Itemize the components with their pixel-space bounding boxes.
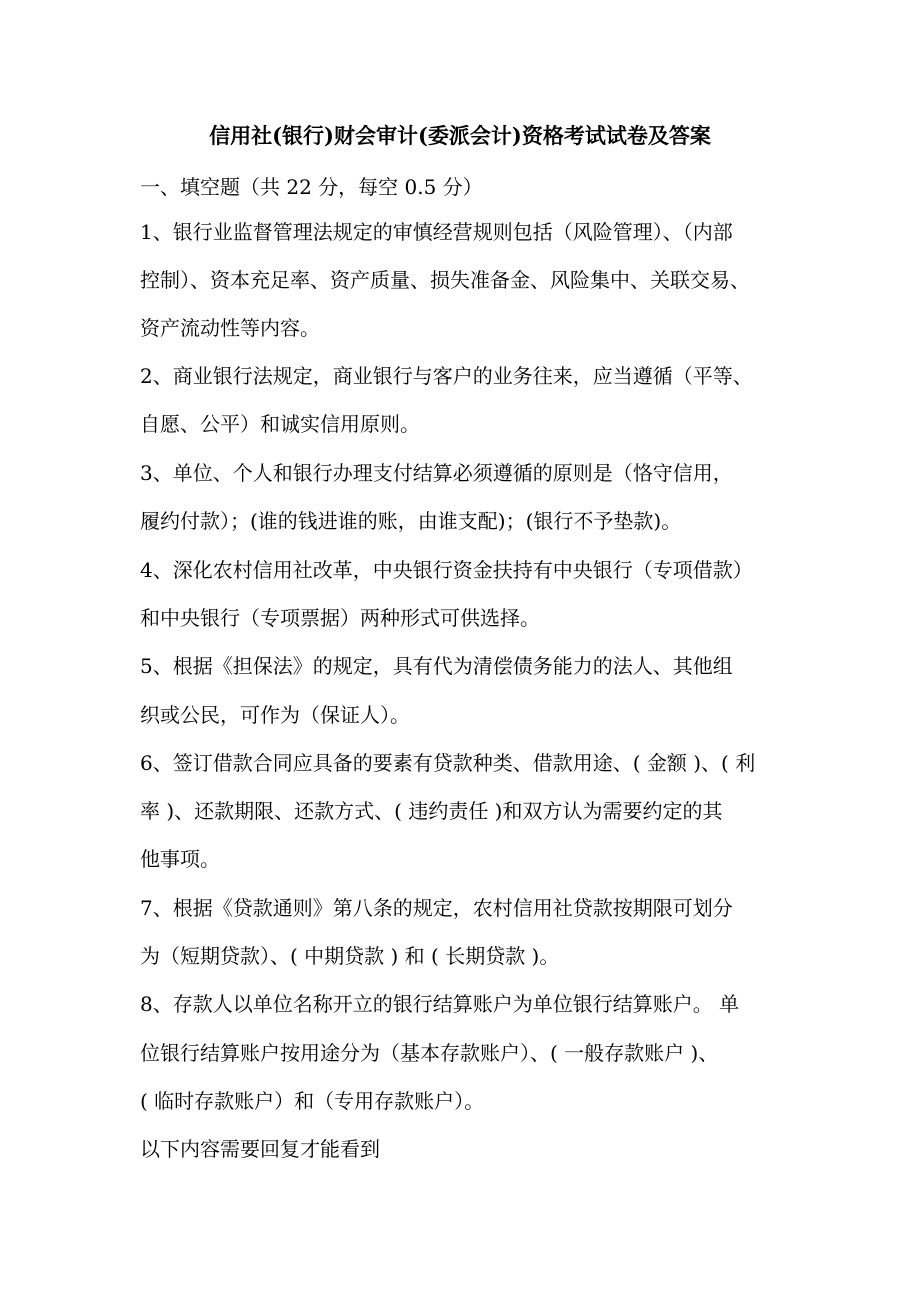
paragraph-line: 他事项。: [140, 847, 220, 871]
paragraph-line: 为（短期贷款）、( 中期贷款 ) 和 ( 长期贷款 )。: [140, 944, 560, 968]
paragraph-line: 织或公民，可作为（保证人）。: [140, 703, 410, 727]
paragraph-line: 率 )、还款期限、还款方式、( 违约责任 )和双方认为需要约定的其: [140, 799, 723, 823]
paragraph-line: 和中央银行（专项票据）两种形式可供选择。: [140, 606, 540, 630]
paragraph-line: 1、银行业监督管理法规定的审慎经营规则包括（风险管理）、（内部: [140, 220, 733, 244]
paragraph-line: 2、商业银行法规定，商业银行与客户的业务往来，应当遵循（平等、: [140, 364, 753, 388]
paragraph-line: ( 临时存款账户）和（专用存款账户）。: [140, 1089, 485, 1113]
paragraph-line: 8、存款人以单位名称开立的银行结算账户为单位银行结算账户。 单: [140, 992, 740, 1016]
paragraph-line: 7、根据《贷款通则》第八条的规定，农村信用社贷款按期限可划分: [140, 896, 733, 920]
paragraph-line: 5、根据《担保法》的规定，具有代为清偿债务能力的法人、其他组: [140, 654, 733, 678]
paragraph-line: 履约付款）；(谁的钱进谁的账，由谁支配)；(银行不予垫款)。: [140, 509, 682, 533]
paragraph-line: 3、单位、个人和银行办理支付结算必须遵循的原则是（恪守信用，: [140, 461, 733, 485]
section-heading: 一、填空题（共 22 分，每空 0.5 分）: [140, 175, 483, 199]
reply-notice: 以下内容需要回复才能看到: [140, 1137, 380, 1161]
paragraph-line: 控制）、资本充足率、资产质量、损失准备金、风险集中、关联交易、: [140, 268, 750, 292]
document-title: 信用社(银行)财会审计(委派会计)资格考试试卷及答案: [209, 123, 711, 148]
paragraph-line: 位银行结算账户按用途分为（基本存款账户）、( 一般存款账户 )、: [140, 1041, 719, 1065]
paragraph-line: 4、深化农村信用社改革，中央银行资金扶持有中央银行（专项借款）: [140, 558, 753, 582]
paragraph-line: 资产流动性等内容。: [140, 316, 320, 340]
paragraph-line: 6、签订借款合同应具备的要素有贷款种类、借款用途、( 金额 )、( 利: [140, 751, 756, 775]
paragraph-line: 自愿、公平）和诚实信用原则。: [140, 412, 420, 436]
